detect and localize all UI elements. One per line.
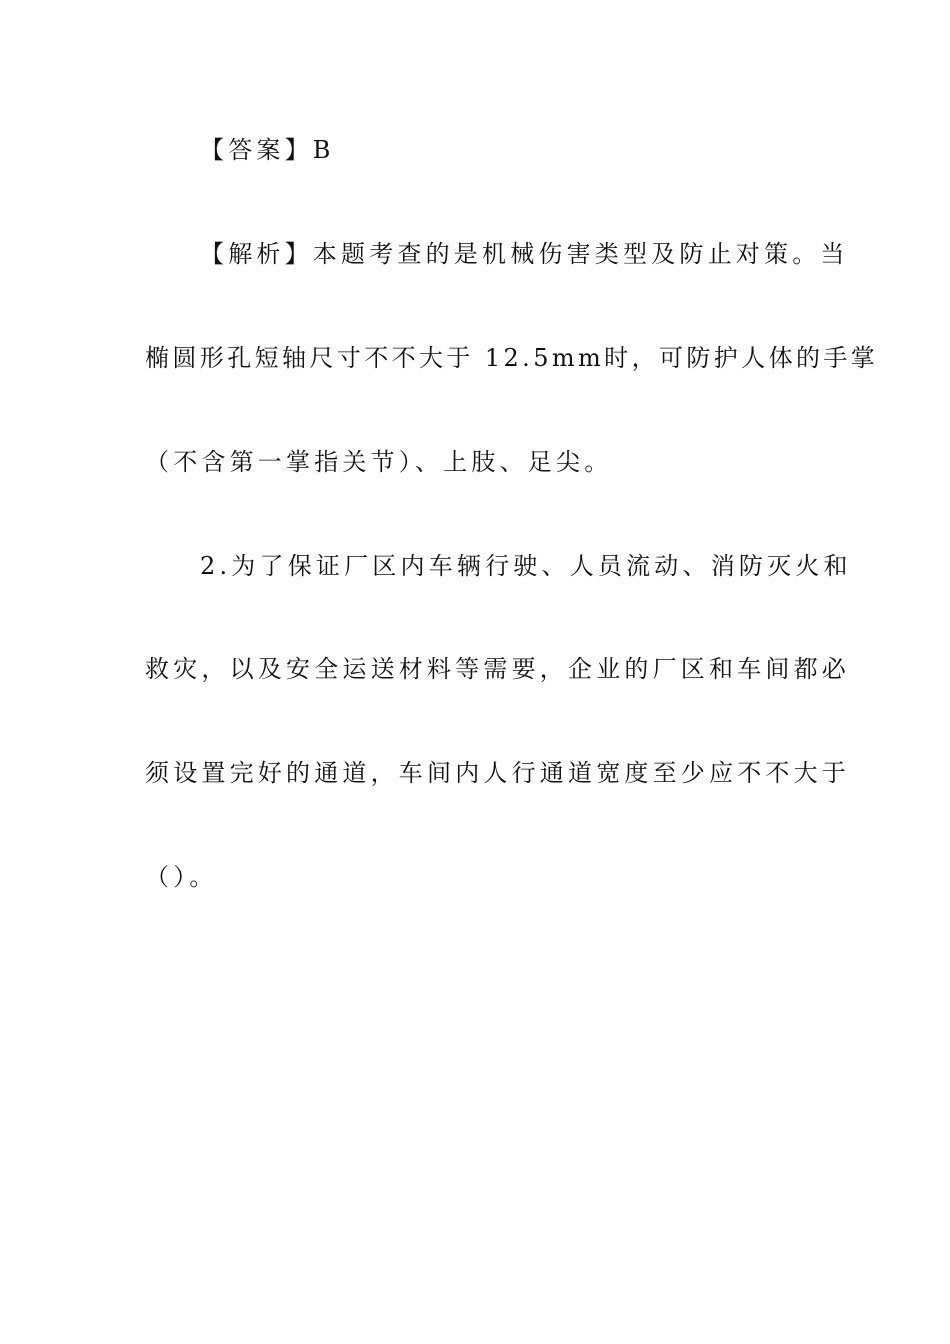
question-line-1: 2.为了保证厂区内车辆行驶、人员流动、消防灭火和	[200, 552, 852, 580]
question-line-4: （）。	[145, 863, 218, 891]
analysis-line-2: 椭圆形孔短轴尺寸不不大于 12.5mm时，可防护人体的手掌	[145, 344, 879, 372]
answer-line: 【答案】B	[200, 136, 335, 164]
question-line-3: 须设置完好的通道，车间内人行通道宽度至少应不不大于	[145, 759, 850, 787]
analysis-line-1: 【解析】本题考查的是机械伤害类型及防止对策。当	[200, 240, 849, 268]
analysis-line-3: （不含第一掌指关节）、上肢、足尖。	[145, 448, 613, 476]
question-line-2: 救灾，以及安全运送材料等需要，企业的厂区和车间都必	[145, 655, 850, 683]
